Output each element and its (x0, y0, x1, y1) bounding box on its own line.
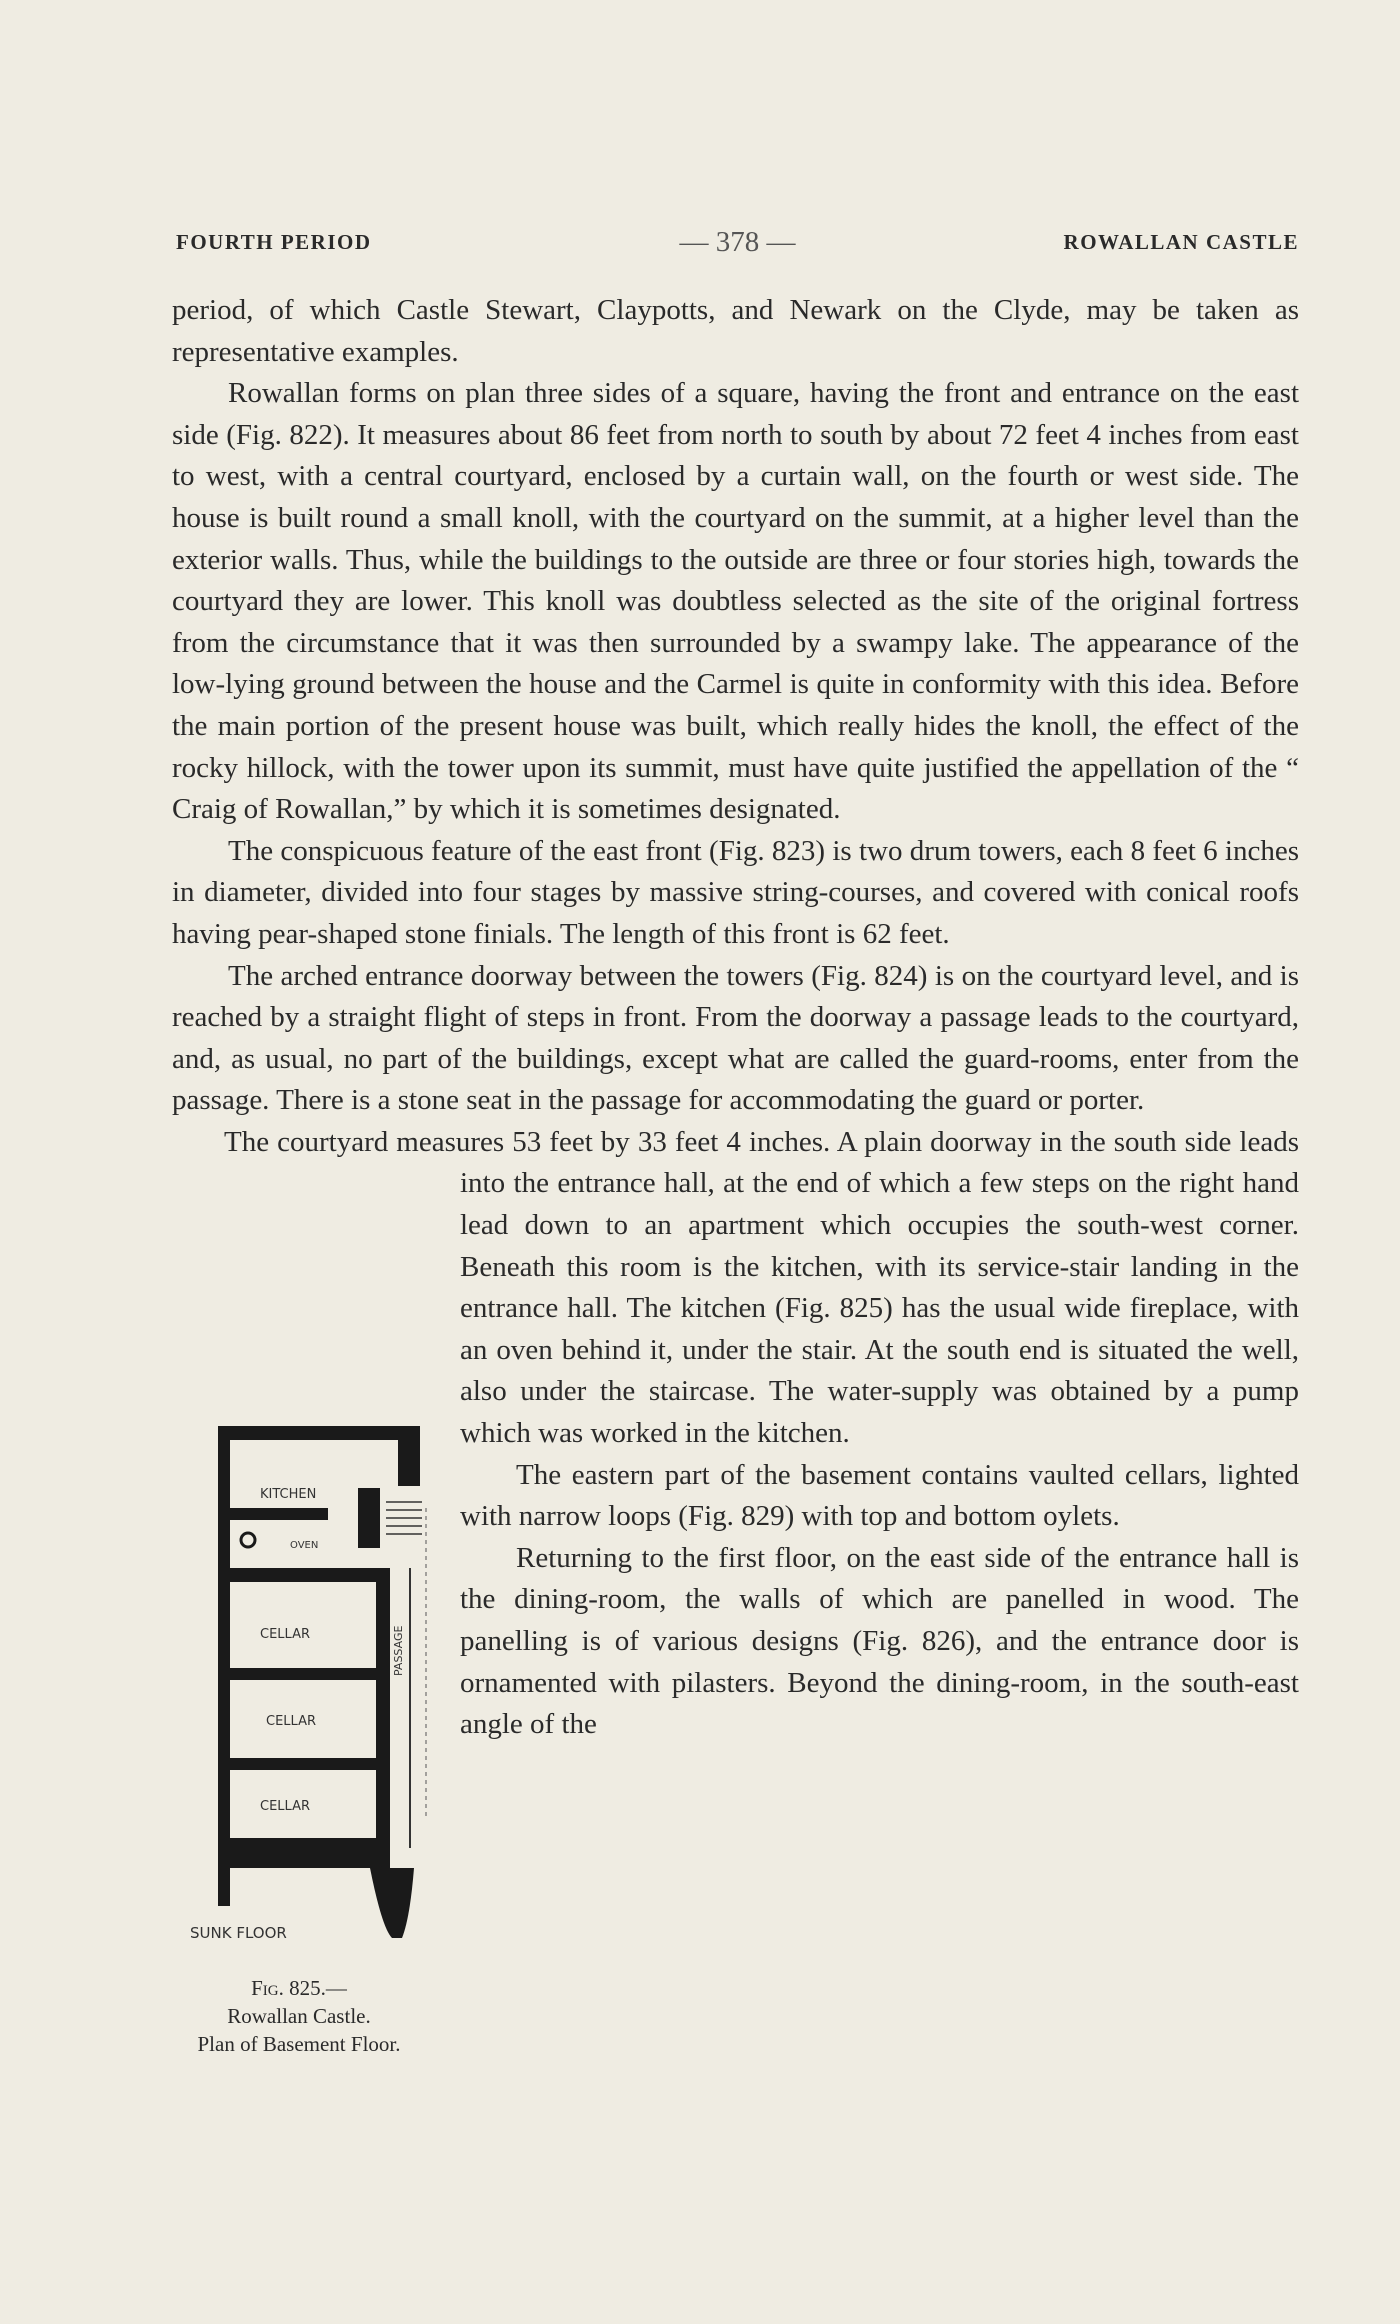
paragraph: The arched entrance doorway between the towers (Fig. 824) is on the courtyard level, and is reached by a straight flight of steps in front. From the doorway a passage leads to the courtyard, and, as usual, no part of the buildings, except what are called the guard-rooms, enter from the passage. There is a stone seat in the passage for accommodating the guard or porter. (172, 959, 1299, 1117)
header-section: FOURTH PERIOD (176, 230, 372, 254)
running-header (176, 226, 1299, 260)
floor-label: SUNK FLOOR (190, 1924, 287, 1942)
paragraph: period, of which Castle Stewart, Claypotts, and Newark on the Clyde, may be taken as representative examples. (172, 294, 1299, 368)
kitchen-label: KITCHEN (260, 1487, 317, 1502)
page-number: — 378 — (679, 226, 796, 258)
figure-caption (164, 1974, 434, 2058)
paragraph: Returning to the first floor, on the east side of the entrance hall is the dining-room, the walls of which are panelled in wood. The panelling is of various designs (Fig. 826), and the entrance door is ornamented with pilasters. Beyond the dining-room, in the south-east angle of the (460, 1541, 1299, 1741)
oven-label: OVEN (290, 1540, 319, 1551)
cellar-label-1: CELLAR (260, 1627, 311, 1642)
cellar-label-3: CELLAR (260, 1799, 311, 1814)
basement-plan-drawing (190, 1418, 450, 1958)
caption-title: Rowallan Castle. (227, 2004, 371, 2028)
paragraph: Rowallan forms on plan three sides of a square, having the front and entrance on the east side (Fig. 822). It measures about 86 feet from north to south by about 72 feet 4 inches from east to west, with a central courtyard, enclosed by a curtain wall, on the fourth or west side. The house is built round a small knoll, with the courtyard on the summit, at a higher level than the exterior walls. Thus, while the buildings to the outside are three or four stories high, towards the courtyard they are lower. This knoll was doubtless selected as the site of the original fortress from the circumstance that it was then surrounded by a swampy lake. The appearance of the low-lying ground between the house and the Carmel is quite in conformity with this idea. Before the main portion of the present house was built, which really hides the knoll, the effect of the rocky hillock, with the tower upon its summit, must have quite justified the appellation of the “ Craig of Rowallan,” by which it is sometimes designated. (172, 377, 1299, 826)
paragraph: The eastern part of the basement contains vaulted cellars, lighted with narrow loops (Fig. 829) with top and bottom oylets. (460, 1458, 1299, 1533)
passage-label: PASSAGE (392, 1625, 405, 1676)
floor-plan-figure (190, 1418, 450, 2058)
header-title: ROWALLAN CASTLE (1063, 230, 1299, 254)
caption-figure-number: Fig. 825.— (251, 1976, 347, 2000)
caption-subtitle: Plan of Basement Floor. (197, 2032, 401, 2056)
cellar-label-2: CELLAR (266, 1714, 317, 1729)
paragraph: The conspicuous feature of the east front (Fig. 823) is two drum towers, each 8 feet 6 inches in diameter, divided into four stages by massive string-courses, and covered with conical roofs having pear-shaped stone finials. The length of this front is 62 feet. (172, 834, 1299, 950)
paragraph-lead: The courtyard measures 53 feet by 33 feet 4 inches. A plain doorway in the south side leads into the entrance hall, at the end of which a few steps on the right hand lead down to an apartment which occupies the south-west corner. Beneath this room is the kitchen, with its service-stair landing in the entrance hall. The kitchen (Fig. 825) has the usual wide fireplace, with an oven behind it, under the stair. At the south end is situated the well, also under the staircase. The water-supply was obtained by a pump which was worked in the kitchen. (224, 1125, 1299, 1450)
